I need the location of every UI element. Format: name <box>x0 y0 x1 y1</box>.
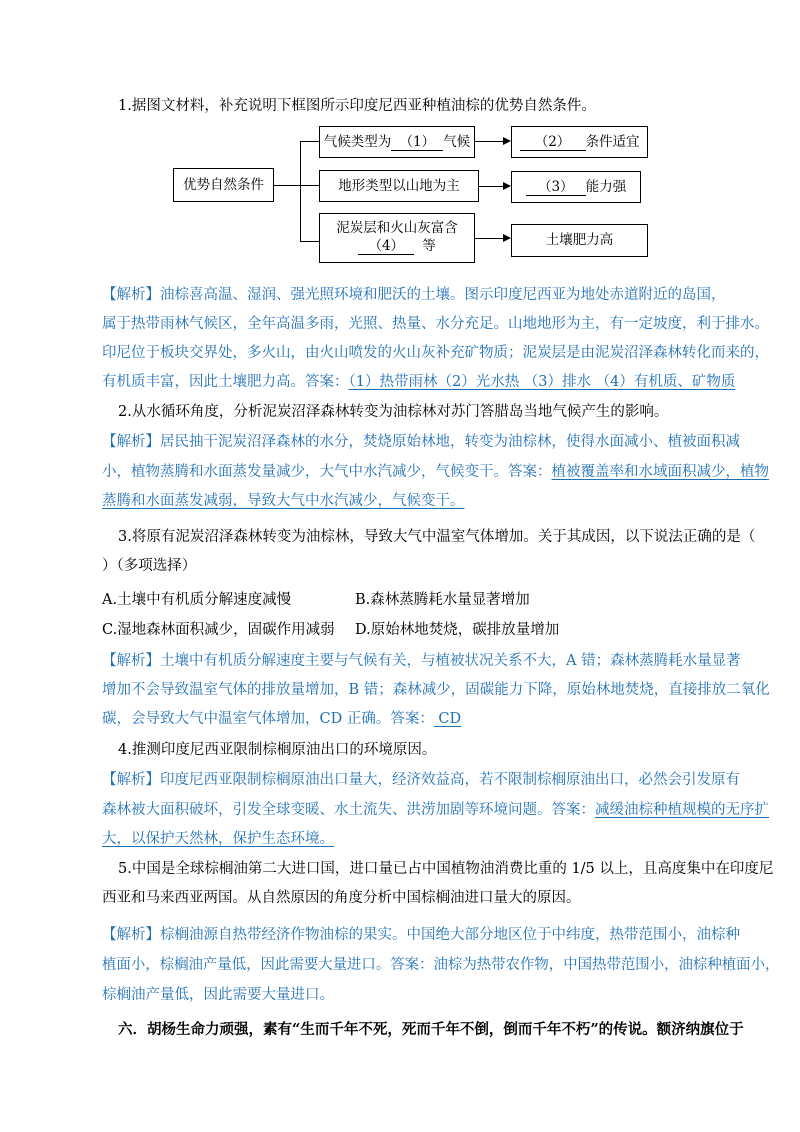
answer-text: （1）热带雨林（2）光水热 （3）排水 （4）有机质、矿物质 <box>348 374 736 390</box>
connector <box>274 185 300 186</box>
box-text: 气候类型为 <box>323 134 392 150</box>
analysis-1-line-4 <box>102 372 735 392</box>
analysis-2-line-3 <box>102 491 465 511</box>
analysis-tag: 【解析】 <box>102 772 160 788</box>
analysis-3-line-2: 增加不会导致温室气体的排放量增加，B 错；森林减少，固碳能力下降，原始林地焚烧，直接排放二氧化 <box>102 682 770 698</box>
question-1: 1.据图文材料，补充说明下框图所示印度尼西亚种植油棕的优势自然条件。 <box>118 98 596 114</box>
analysis-text: 碳，会导致大气中温室气体增加，CD 正确。答案： <box>102 711 434 727</box>
analysis-text: 土壤中有机质分解速度主要与气候有关，与植被状况关系不大，A 错；森林蒸腾耗水量显著 <box>160 653 741 669</box>
diagram-mid-box-3 <box>319 213 475 263</box>
option-a: A.土壤中有机质分解速度减慢 <box>102 592 292 608</box>
option-c: C.湿地森林面积减少，固碳作用减弱 <box>102 622 335 638</box>
question-5-line-2: 西亚和马来西亚两国。从自然原因的角度分析中国棕榈油进口量大的原因。 <box>102 890 581 906</box>
diagram-right-box-3: 土壤肥力高 <box>511 224 648 257</box>
analysis-1-line-2: 属于热带雨林气候区，全年高温多雨，光照、热量、水分充足。山地地形为主，有一定坡度，利于排水。 <box>102 316 769 332</box>
answer-text: 减缓油棕种植规模的无序扩 <box>595 802 769 818</box>
analysis-text: 油棕喜高温、湿润、强光照环境和肥沃的土壤。图示印度尼西亚为地处赤道附近的岛国， <box>160 287 726 303</box>
box-text: 泥炭层和火山灰富含 <box>336 220 458 236</box>
analysis-1-line-1 <box>102 285 726 305</box>
analysis-text: 有机质丰富，因此土壤肥力高。答案： <box>102 374 349 390</box>
section-6-heading: 六．胡杨生命力顽强，素有“生而千年不死，死而千年不倒，倒而千年不朽”的传说。额济纳旗位于 <box>118 1021 744 1038</box>
blank-4: （4） <box>358 238 414 255</box>
analysis-5-line-3: 棕榈油产量低，因此需要大量进口。 <box>102 987 334 1003</box>
answer-text: 蒸腾和水面蒸发减弱，导致大气中水汽减少，气候变干。 <box>102 493 465 509</box>
arrow-line <box>475 141 503 142</box>
analysis-text: 棕榈油源自热带经济作物油棕的果实。中国绝大部分地区位于中纬度，热带范围小，油棕种 <box>160 927 740 943</box>
diagram-right-box-1 <box>511 126 648 158</box>
arrow-line <box>479 186 503 187</box>
analysis-text: 印度尼西亚限制棕榈原油出口量大，经济效益高，若不限制棕榈原油出口，必然会引发原有 <box>160 772 740 788</box>
question-5-line-1: 5.中国是全球棕榈油第二大进口国，进口量已占中国植物油消费比重的 1/5 以上，且高度集中在印度尼 <box>118 861 774 877</box>
box-text: 等 <box>422 238 436 254</box>
analysis-tag: 【解析】 <box>102 287 160 303</box>
arrow-line <box>475 238 503 239</box>
box-text: 能力强 <box>585 179 627 195</box>
diagram-mid-box-1 <box>319 126 475 158</box>
analysis-2-line-1 <box>102 432 740 452</box>
connector <box>300 241 319 242</box>
analysis-5-line-2: 植面小，棕榈油产量低，因此需要大量进口。答案：油棕为热带农作物，中国热带范围小，油棕种植面小， <box>102 957 780 973</box>
analysis-1-line-3: 印尼位于板块交界处，多火山，由火山喷发的火山灰补充矿物质；泥炭层是由泥炭沼泽森林转化而来的， <box>102 345 769 361</box>
connector <box>300 141 301 242</box>
blank-1: （1） <box>391 134 443 151</box>
analysis-2-line-2 <box>102 462 769 482</box>
option-d: D.原始林地焚烧，碳排放量增加 <box>355 622 560 638</box>
blank-2: （2） <box>520 134 586 151</box>
arrow-head-icon <box>503 234 511 242</box>
option-b: B.森林蒸腾耗水量显著增加 <box>355 592 530 608</box>
analysis-4-line-3 <box>102 829 334 849</box>
arrow-head-icon <box>503 182 511 190</box>
connector <box>300 141 319 142</box>
analysis-tag: 【解析】 <box>102 434 160 450</box>
blank-3: （3） <box>526 179 586 196</box>
arrow-head-icon <box>503 137 511 145</box>
analysis-tag: 【解析】 <box>102 927 160 943</box>
analysis-text: 小，植物蒸腾和水面蒸发量减少，大气中水汽减少，气候变干。答案： <box>102 464 552 480</box>
diagram-root-box: 优势自然条件 <box>173 168 274 202</box>
analysis-3-line-1 <box>102 651 741 671</box>
analysis-tag: 【解析】 <box>102 653 160 669</box>
answer-text: CD <box>433 711 462 727</box>
box-text: 条件适宜 <box>585 134 640 150</box>
diagram-right-box-2 <box>511 171 641 203</box>
question-3-line-1: 3.将原有泥炭沼泽森林转变为油棕林，导致大气中温室气体增加。关于其成因，以下说法正确的是（ <box>118 529 756 545</box>
question-3-line-2: ）（多项选择） <box>102 558 197 574</box>
answer-text: 大，以保护天然林，保护生态环境。 <box>102 831 334 847</box>
answer-text: 植被覆盖率和水域面积减少，植物 <box>551 464 769 480</box>
connector <box>300 185 319 186</box>
analysis-text: 居民抽干泥炭沼泽森林的水分，焚烧原始林地，转变为油棕林，使得水面减小、植被面积减 <box>160 434 740 450</box>
box-text: 气候 <box>443 134 471 150</box>
diagram-mid-box-2: 地形类型以山地为主 <box>319 170 479 202</box>
analysis-text: 森林被大面积破坏，引发全球变暖、水土流失、洪涝加剧等环境问题。答案： <box>102 802 595 818</box>
analysis-4-line-2 <box>102 800 769 820</box>
analysis-5-line-1 <box>102 925 740 945</box>
analysis-4-line-1 <box>102 770 740 790</box>
analysis-3-line-3 <box>102 709 461 729</box>
question-2: 2.从水循环角度，分析泥炭沼泽森林转变为油棕林对苏门答腊岛当地气候产生的影响。 <box>118 404 669 420</box>
question-4: 4.推测印度尼西亚限制棕榈原油出口的环境原因。 <box>118 742 437 758</box>
